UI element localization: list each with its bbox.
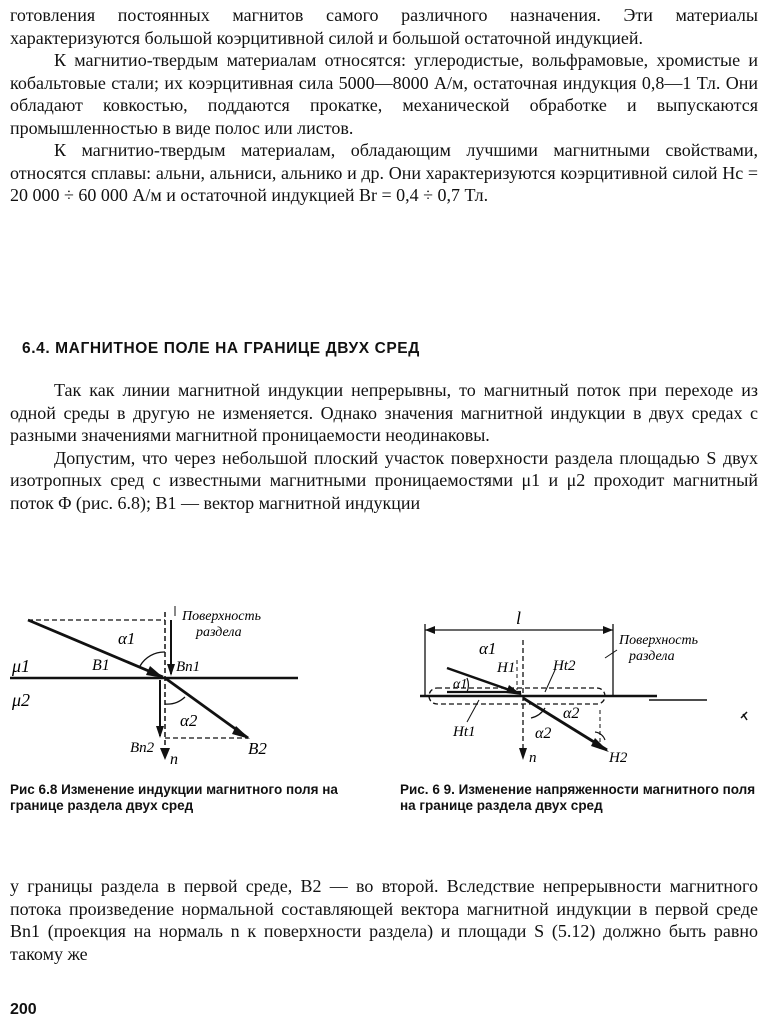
surface-label: Поверхность: [182, 609, 261, 624]
h2-label: H2: [609, 750, 628, 766]
n-arrowhead: [160, 748, 170, 760]
section-text-block: [10, 379, 758, 514]
surface-label: раздела: [629, 649, 675, 664]
alpha2-label: α2: [535, 725, 552, 742]
figure-6-9-diagram: [395, 610, 763, 770]
alpha1-small-label: α1: [453, 677, 468, 692]
surface-label: раздела: [196, 625, 242, 640]
top-text-block: [10, 4, 758, 207]
paragraph: у границы раздела в первой среде, B2 — во второй. Вследствие непрерывности магнитного потока произведение нормальной составляющей вектора магнитной индукции в первой среде Bn1 (проекция на нормаль n к поверхности раздела) и площади S (5.12) должно быть равно такому же: [10, 876, 758, 964]
h1-label: H1: [497, 660, 516, 676]
length-label: l: [516, 610, 522, 628]
bn1-label: Bn1: [176, 659, 201, 675]
n-label: n: [529, 750, 537, 766]
paragraph: Допустим, что через небольшой плоский участок поверхности раздела площадью S двух изотропных сред с известными магнитными проницаемостями μ1 и μ2 проходит магнитный поток Φ (рис. 6.8); B1 — вектор магнитной индукции: [10, 447, 758, 513]
bn2-label: Bn2: [130, 740, 155, 756]
figure-6-8-caption: Рис 6.8 Изменение индукции магнитного поля на границе раздела двух сред: [10, 782, 338, 813]
alpha1-label: α1: [479, 639, 497, 658]
paragraph: готовления постоянных магнитов самого различного назначения. Эти материалы характеризуются большой коэрцитивной силой и большой остаточной индукцией.: [10, 5, 758, 48]
paragraph: Так как линии магнитной индукции непрерывны, то магнитный поток при переходе из одной среды в другую не изменяется. Однако значения магнитной индукции в двух средах с разными значениями магнитной проницаемости неодинаковы.: [10, 380, 758, 445]
bottom-text-block: [10, 875, 758, 965]
ht1-label: Ht1: [453, 724, 476, 740]
paragraph: К магнитио-твердым материалам относятся: углеродистые, вольфрамовые, хромистые и кобальтовые стали; их коэрцитивная сила 5000—8000 А/м, остаточная индукция 0,8—1 Тл. Они обладают ковкостью, поддаются прокатке, механической обработке и выпускаются промышленностью в виде полос или листов.: [10, 50, 758, 138]
b1-label: B1: [92, 657, 110, 674]
mu2-label: μ2: [12, 690, 31, 710]
page-number: 200: [10, 1001, 37, 1018]
paragraph: К магнитио-твердым материалам, обладающим лучшими магнитными свойствами, относятся сплавы: альни, альниси, альнико и др. Они характеризуются коэрцитивной силой Hc = 20 000 ÷ 60 000 А/м и остаточной индукцией Br = 0,4 ÷ 0,7 Тл.: [10, 140, 758, 205]
ht2-label: Ht2: [553, 658, 576, 674]
surface-label: Поверхность: [619, 633, 698, 648]
mu1-label: μ1: [12, 656, 31, 676]
b2-label: B2: [248, 739, 267, 758]
figure-6-9-caption: Рис. 6 9. Изменение напряженности магнитного поля на границе раздела двух сред: [400, 782, 756, 813]
alpha2-label: α2: [563, 705, 580, 722]
alpha1-label: α1: [118, 629, 136, 648]
n-label: n: [170, 751, 178, 768]
figure-6-8-diagram: [10, 600, 300, 770]
section-heading: 6.4. МАГНИТНОЕ ПОЛЕ НА ГРАНИЦЕ ДВУХ СРЕД: [22, 340, 420, 357]
alpha2-label: α2: [180, 711, 198, 730]
